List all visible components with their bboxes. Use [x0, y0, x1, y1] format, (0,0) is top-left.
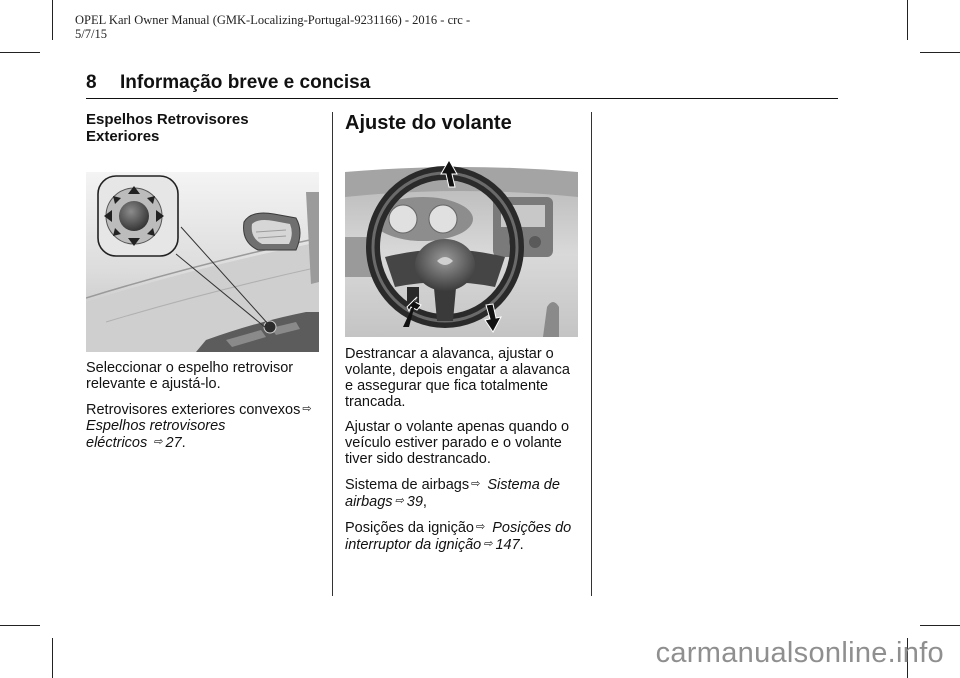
text-line: Ajustar o volante apenas quando o [345, 419, 570, 435]
left-column-body [86, 360, 326, 460]
reference-text: Posições do [492, 520, 572, 536]
mirrors-title [86, 111, 326, 145]
text-line: trancada. [345, 394, 406, 410]
select-mirror-paragraph [86, 360, 326, 392]
crop-mark [907, 0, 908, 40]
reference-page: 27 [165, 435, 182, 451]
steering-wheel-illustration [345, 157, 578, 337]
text-line: volante, depois engatar a alavanca [345, 362, 570, 378]
cross-reference-arrow-icon: ⇨ [302, 403, 312, 415]
text-line: Seleccionar o espelho retrovisor [86, 360, 294, 376]
text-line: Sistema de airbags [345, 477, 470, 493]
watermark: carmanualsonline.info [655, 637, 944, 669]
text-line: e assegurar que fica totalmente [345, 378, 549, 394]
middle-column-body [345, 346, 585, 562]
crop-mark [52, 0, 53, 40]
middle-column [345, 111, 585, 135]
mirrors-title-line: Espelhos Retrovisores [86, 111, 249, 128]
cross-reference-arrow-icon: ⇨ [475, 521, 486, 533]
document-meta [75, 13, 470, 41]
cross-reference-arrow-icon: ⇨ [153, 436, 163, 448]
crop-mark [0, 52, 40, 53]
crop-mark [52, 638, 53, 678]
reference-text: airbags [345, 494, 393, 510]
text-line: relevante e ajustá-lo. [86, 376, 221, 392]
meta-line-1: OPEL Karl Owner Manual (GMK-Localizing-Portugal-9231166) - 2016 - crc - [75, 13, 471, 27]
cross-reference-arrow-icon: ⇨ [394, 495, 404, 507]
unlock-lever-paragraph [345, 346, 585, 410]
convex-mirrors-paragraph [86, 401, 326, 451]
left-column [86, 111, 326, 145]
meta-line-2: 5/7/15 [75, 27, 107, 41]
cross-reference-arrow-icon: ⇨ [471, 478, 481, 490]
reference-page: 39 [406, 494, 423, 510]
mirrors-title-line: Exteriores [86, 128, 160, 145]
column-divider [332, 112, 333, 596]
reference-page: 147 [495, 537, 520, 553]
adjust-when-stopped-paragraph [345, 419, 585, 467]
page-number: 8 [86, 72, 97, 93]
reference-text: Espelhos retrovisores [86, 418, 226, 434]
page-heading [86, 72, 838, 94]
electric-mirrors-reference-link[interactable] [86, 418, 225, 451]
crop-mark [920, 625, 960, 626]
column-divider [591, 112, 592, 596]
section-title: Informação breve e concisa [120, 72, 371, 93]
text-line: Posições da ignição [345, 520, 474, 536]
reference-text: Sistema de [487, 477, 560, 493]
crop-mark [0, 625, 40, 626]
reference-text: eléctricos [86, 435, 148, 451]
cross-reference-arrow-icon: ⇨ [483, 538, 493, 550]
steering-adjust-title: Ajuste do volante [345, 112, 512, 134]
punctuation: , [422, 494, 427, 510]
text-line: Retrovisores exteriores convexos [86, 402, 301, 418]
punctuation: . [519, 537, 524, 553]
text-line: Destrancar a alavanca, ajustar o [345, 346, 554, 362]
text-line: veículo estiver parado e o volante [345, 435, 562, 451]
crop-mark [920, 52, 960, 53]
punctuation: . [181, 435, 186, 451]
ignition-positions-paragraph [345, 519, 585, 553]
airbag-system-paragraph [345, 476, 585, 510]
text-line: tiver sido destrancado. [345, 451, 491, 467]
heading-rule [86, 98, 838, 99]
mirror-control-illustration [86, 172, 319, 352]
reference-text: interruptor da ignição [345, 537, 482, 553]
